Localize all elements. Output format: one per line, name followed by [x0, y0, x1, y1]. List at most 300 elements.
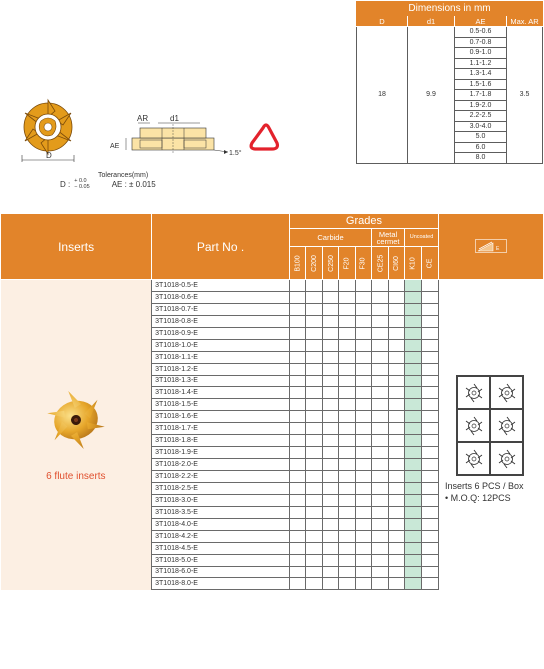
grade-cell	[404, 554, 421, 566]
grade-cell	[404, 435, 421, 447]
grade-cell	[404, 506, 421, 518]
grade-cell	[306, 327, 322, 339]
part-number: 3T1018-1.6-E	[152, 411, 290, 423]
grade-cell	[388, 399, 404, 411]
part-number: 3T1018-4.5-E	[152, 542, 290, 554]
packaging-cell	[439, 280, 544, 590]
dim-ae-value: 2.2-2.5	[455, 111, 507, 122]
dim-header-max-ar: Max. AR	[507, 16, 543, 27]
grade-cell	[372, 351, 388, 363]
grade-cell	[289, 375, 305, 387]
part-number: 3T1018-2.5-E	[152, 482, 290, 494]
grade-cell	[388, 411, 404, 423]
table-row	[1, 280, 544, 292]
grade-cell	[404, 339, 421, 351]
grade-cell	[404, 303, 421, 315]
grade-cell	[289, 399, 305, 411]
grade-cell	[322, 494, 338, 506]
grade-cell	[355, 280, 371, 292]
grade-cell	[422, 566, 439, 578]
grade-cell	[372, 494, 388, 506]
grade-cell	[322, 435, 338, 447]
profile-shape-icon	[251, 125, 277, 149]
grade-cell	[289, 471, 305, 483]
grade-cell	[322, 351, 338, 363]
grade-cell	[404, 375, 421, 387]
dim-ae-label: AE	[110, 143, 120, 150]
grade-cell	[388, 327, 404, 339]
header-grade-label: CI60	[392, 255, 400, 271]
grade-cell	[339, 447, 355, 459]
grade-cell	[404, 566, 421, 578]
grade-cell	[355, 435, 371, 447]
dim-angle-label: 1.5°	[229, 150, 242, 157]
grade-cell	[422, 530, 439, 542]
boxed-insert-icon	[457, 442, 490, 475]
grade-cell	[372, 303, 388, 315]
grade-cell	[372, 506, 388, 518]
dim-ae-value: 0.5-0.6	[455, 27, 507, 38]
dim-ae-value: 0.7-0.8	[455, 37, 507, 48]
grade-cell	[322, 518, 338, 530]
part-number: 3T1018-1.4-E	[152, 387, 290, 399]
dimensions-table	[356, 1, 543, 164]
grade-cell	[289, 339, 305, 351]
grade-cell	[404, 578, 421, 590]
part-number: 3T1018-0.5-E	[152, 280, 290, 292]
grade-cell	[322, 506, 338, 518]
insert-drawing	[0, 0, 355, 200]
grade-cell	[339, 315, 355, 327]
part-number: 3T1018-1.1-E	[152, 351, 290, 363]
grade-cell	[388, 303, 404, 315]
grade-cell	[322, 291, 338, 303]
grade-cell	[306, 542, 322, 554]
grade-cell	[372, 280, 388, 292]
grade-cell	[404, 530, 421, 542]
grade-cell	[422, 280, 439, 292]
grade-cell	[322, 578, 338, 590]
grade-cell	[422, 327, 439, 339]
grade-cell	[404, 351, 421, 363]
tolerances-title: Tolerances(mm)	[98, 172, 149, 179]
grade-cell	[289, 291, 305, 303]
tolerances	[60, 172, 210, 190]
header-metal-cermet: Metal cermet	[372, 229, 405, 247]
grade-cell	[388, 518, 404, 530]
grade-cell	[339, 494, 355, 506]
grade-cell	[289, 447, 305, 459]
boxed-insert-icon	[457, 409, 490, 442]
grade-cell	[339, 435, 355, 447]
grade-cell	[339, 471, 355, 483]
grade-cell	[306, 554, 322, 566]
grade-cell	[404, 399, 421, 411]
tol-ae: AE : ± 0.015	[111, 180, 156, 189]
grade-cell	[289, 530, 305, 542]
grade-cell	[372, 566, 388, 578]
grade-cell	[372, 518, 388, 530]
boxed-insert-icon	[490, 409, 523, 442]
grade-cell	[322, 327, 338, 339]
grade-cell	[355, 387, 371, 399]
grade-cell	[388, 435, 404, 447]
header-inserts: Inserts	[1, 214, 152, 280]
grade-cell	[306, 387, 322, 399]
grade-cell	[306, 339, 322, 351]
grade-cell	[289, 542, 305, 554]
grade-cell	[422, 339, 439, 351]
grade-cell	[355, 494, 371, 506]
grade-cell	[388, 578, 404, 590]
grade-cell	[322, 399, 338, 411]
grade-cell	[306, 280, 322, 292]
dim-ae-value: 8.0	[455, 153, 507, 164]
grade-cell	[339, 411, 355, 423]
grade-cell	[422, 291, 439, 303]
dim-ae-value: 3.0-4.0	[455, 121, 507, 132]
part-number: 3T1018-5.0-E	[152, 554, 290, 566]
header-icon-cell	[439, 214, 544, 280]
grade-cell	[422, 494, 439, 506]
part-number: 3T1018-8.0-E	[152, 578, 290, 590]
dim-ae-value: 1.5-1.6	[455, 79, 507, 90]
dim-ar-label: AR	[137, 114, 149, 123]
grade-cell	[339, 351, 355, 363]
grade-cell	[306, 291, 322, 303]
grade-cell	[322, 471, 338, 483]
grade-cell	[388, 339, 404, 351]
header-grade-label: C250	[327, 254, 335, 272]
dim-ae-value: 1.1-1.2	[455, 58, 507, 69]
inserts-cell	[1, 280, 152, 590]
grade-cell	[322, 482, 338, 494]
grade-cell	[404, 291, 421, 303]
grade-cell	[306, 530, 322, 542]
header-grade-ci60	[388, 247, 404, 280]
grade-cell	[422, 578, 439, 590]
grade-cell	[372, 315, 388, 327]
grade-cell	[289, 494, 305, 506]
grade-cell	[339, 363, 355, 375]
grade-cell	[289, 315, 305, 327]
header-grade-f30	[355, 247, 371, 280]
grade-cell	[404, 482, 421, 494]
grade-cell	[355, 303, 371, 315]
grade-cell	[339, 542, 355, 554]
grade-cell	[306, 423, 322, 435]
header-carbide: Carbide	[289, 229, 371, 247]
boxed-insert-icon	[490, 376, 523, 409]
grade-cell	[322, 411, 338, 423]
grade-cell	[372, 387, 388, 399]
grade-cell	[306, 506, 322, 518]
grade-cell	[422, 518, 439, 530]
grade-cell	[388, 542, 404, 554]
grade-cell	[339, 327, 355, 339]
grade-cell	[322, 303, 338, 315]
grade-cell	[289, 327, 305, 339]
grade-cell	[355, 578, 371, 590]
grade-cell	[306, 399, 322, 411]
grade-cell	[339, 280, 355, 292]
grade-cell	[306, 303, 322, 315]
part-number: 3T1018-0.8-E	[152, 315, 290, 327]
grade-cell	[289, 303, 305, 315]
boxed-insert-icon	[490, 442, 523, 475]
grade-cell	[322, 375, 338, 387]
grade-cell	[372, 363, 388, 375]
grade-cell	[355, 554, 371, 566]
grade-cell	[322, 554, 338, 566]
tol-d-minus: − 0.05	[74, 183, 90, 190]
part-number: 3T1018-3.5-E	[152, 506, 290, 518]
grade-cell	[306, 471, 322, 483]
grade-cell	[306, 435, 322, 447]
grade-cell	[322, 447, 338, 459]
dim-d1-label: d1	[170, 114, 179, 123]
grade-cell	[355, 459, 371, 471]
header-grade-label: K10	[409, 256, 417, 270]
grade-cell	[422, 471, 439, 483]
grade-cell	[404, 542, 421, 554]
grade-cell	[355, 327, 371, 339]
grade-cell	[372, 399, 388, 411]
header-grade-b100	[289, 247, 305, 280]
grade-cell	[322, 315, 338, 327]
packaging-grid	[456, 375, 524, 476]
grade-cell	[388, 566, 404, 578]
dim-header-d1: d1	[408, 16, 455, 27]
grade-cell	[404, 423, 421, 435]
grade-cell	[404, 459, 421, 471]
grade-cell	[388, 387, 404, 399]
grade-cell	[388, 530, 404, 542]
grade-cell	[289, 506, 305, 518]
box-quantity: Inserts 6 PCS / Box	[445, 481, 524, 492]
part-number: 3T1018-1.7-E	[152, 423, 290, 435]
grade-cell	[422, 447, 439, 459]
box-moq: • M.O.Q: 12PCS	[445, 493, 511, 504]
dim-header-d: D	[357, 16, 408, 27]
grade-cell	[422, 315, 439, 327]
grade-cell	[306, 375, 322, 387]
insert-photo-icon	[41, 389, 111, 451]
header-grade-c250	[322, 247, 338, 280]
grade-cell	[306, 411, 322, 423]
grade-cell	[289, 518, 305, 530]
part-number: 3T1018-1.8-E	[152, 435, 290, 447]
insert-side-view	[132, 124, 214, 154]
grade-cell	[388, 375, 404, 387]
grade-cell	[372, 291, 388, 303]
grade-cell	[372, 542, 388, 554]
part-number: 3T1018-3.0-E	[152, 494, 290, 506]
grade-cell	[339, 459, 355, 471]
grade-cell	[422, 411, 439, 423]
grade-cell	[422, 303, 439, 315]
grade-cell	[289, 387, 305, 399]
grade-cell	[404, 471, 421, 483]
grade-cell	[355, 518, 371, 530]
dimensions-title: Dimensions in mm	[357, 2, 543, 16]
grade-cell	[372, 339, 388, 351]
grade-cell	[306, 482, 322, 494]
grade-cell	[339, 423, 355, 435]
grade-cell	[404, 411, 421, 423]
grade-cell	[306, 494, 322, 506]
grade-cell	[404, 315, 421, 327]
grade-cell	[289, 280, 305, 292]
grade-cell	[355, 423, 371, 435]
dim-row	[357, 27, 543, 38]
grade-cell	[388, 459, 404, 471]
grade-cell	[422, 399, 439, 411]
grade-cell	[355, 411, 371, 423]
part-number: 3T1018-4.0-E	[152, 518, 290, 530]
grade-cell	[339, 566, 355, 578]
grade-cell	[339, 554, 355, 566]
grade-cell	[289, 435, 305, 447]
header-grade-label: C200	[311, 254, 319, 272]
grade-cell	[388, 351, 404, 363]
grade-cell	[422, 542, 439, 554]
grade-cell	[388, 280, 404, 292]
grade-cell	[322, 363, 338, 375]
grade-cell	[355, 351, 371, 363]
header-grade-ce25	[372, 247, 388, 280]
header-grade-k10	[404, 247, 421, 280]
grade-cell	[306, 363, 322, 375]
grade-cell	[339, 578, 355, 590]
grade-cell	[422, 387, 439, 399]
grade-cell	[404, 363, 421, 375]
grade-cell	[322, 566, 338, 578]
grade-cell	[289, 411, 305, 423]
grade-cell	[306, 447, 322, 459]
grade-cell	[355, 339, 371, 351]
grade-cell	[289, 423, 305, 435]
part-number: 3T1018-1.5-E	[152, 399, 290, 411]
grade-cell	[404, 447, 421, 459]
grade-cell	[322, 542, 338, 554]
grade-cell	[388, 423, 404, 435]
grade-cell	[404, 327, 421, 339]
grade-cell	[404, 518, 421, 530]
grade-cell	[404, 387, 421, 399]
grade-cell	[339, 303, 355, 315]
grade-cell	[422, 482, 439, 494]
grade-cell	[388, 363, 404, 375]
grade-cell	[355, 542, 371, 554]
grade-cell	[372, 530, 388, 542]
grade-cell	[355, 291, 371, 303]
grade-cell	[388, 315, 404, 327]
part-number: 3T1018-0.6-E	[152, 291, 290, 303]
grade-cell	[339, 530, 355, 542]
grade-cell	[404, 280, 421, 292]
part-number: 3T1018-2.0-E	[152, 459, 290, 471]
insert-front-view-icon	[24, 100, 72, 154]
grade-cell	[388, 482, 404, 494]
grade-cell	[355, 482, 371, 494]
grade-cell	[355, 375, 371, 387]
dim-ae-value: 1.7-1.8	[455, 90, 507, 101]
grade-cell	[388, 471, 404, 483]
grade-cell	[306, 578, 322, 590]
header-grade-label: CE	[426, 258, 434, 268]
grade-cell	[322, 339, 338, 351]
grade-cell	[372, 447, 388, 459]
part-number: 3T1018-0.7-E	[152, 303, 290, 315]
grade-cell	[355, 530, 371, 542]
grade-cell	[372, 375, 388, 387]
part-number: 3T1018-1.2-E	[152, 363, 290, 375]
grade-cell	[339, 339, 355, 351]
grade-cell	[289, 363, 305, 375]
boxed-insert-icon	[457, 376, 490, 409]
part-number: 3T1018-0.9-E	[152, 327, 290, 339]
grade-cell	[322, 423, 338, 435]
grade-cell	[372, 327, 388, 339]
grade-cell	[289, 351, 305, 363]
grade-cell	[404, 494, 421, 506]
grade-cell	[289, 554, 305, 566]
grade-cell	[388, 291, 404, 303]
dim-value-max-ar: 3.5	[507, 27, 543, 164]
inserts-label: 6 flute inserts	[46, 470, 106, 482]
grade-cell	[355, 363, 371, 375]
grade-cell	[422, 506, 439, 518]
dim-ae-value: 0.9-1.0	[455, 48, 507, 59]
part-number: 3T1018-1.9-E	[152, 447, 290, 459]
part-number: 3T1018-1.0-E	[152, 339, 290, 351]
grade-cell	[289, 459, 305, 471]
grade-cell	[388, 506, 404, 518]
header-uncoated: Uncoated	[404, 229, 438, 247]
grade-cell	[289, 578, 305, 590]
part-number: 3T1018-2.2-E	[152, 471, 290, 483]
header-grade-label: CE25	[377, 254, 385, 272]
header-grade-f20	[339, 247, 355, 280]
grade-cell	[339, 399, 355, 411]
grade-cell	[355, 471, 371, 483]
grade-cell	[422, 554, 439, 566]
dim-ae-value: 1.9-2.0	[455, 100, 507, 111]
grade-cell	[339, 375, 355, 387]
header-grades: Grades	[289, 214, 438, 229]
grade-cell	[388, 554, 404, 566]
grade-cell	[339, 506, 355, 518]
grade-cell	[422, 351, 439, 363]
grade-cell	[372, 482, 388, 494]
grade-cell	[355, 566, 371, 578]
part-table	[0, 213, 544, 590]
grade-cell	[306, 459, 322, 471]
grade-cell	[306, 351, 322, 363]
grade-cell	[306, 566, 322, 578]
dim-d-label: D	[46, 151, 52, 160]
grade-cell	[322, 459, 338, 471]
insert-technical-drawing	[0, 0, 355, 200]
grade-cell	[339, 291, 355, 303]
grade-cell	[355, 447, 371, 459]
header-grade-label: B100	[294, 254, 302, 272]
grade-cell	[355, 315, 371, 327]
part-number: 3T1018-6.0-E	[152, 566, 290, 578]
grade-cell	[306, 518, 322, 530]
tol-d-prefix: D :	[60, 180, 71, 189]
